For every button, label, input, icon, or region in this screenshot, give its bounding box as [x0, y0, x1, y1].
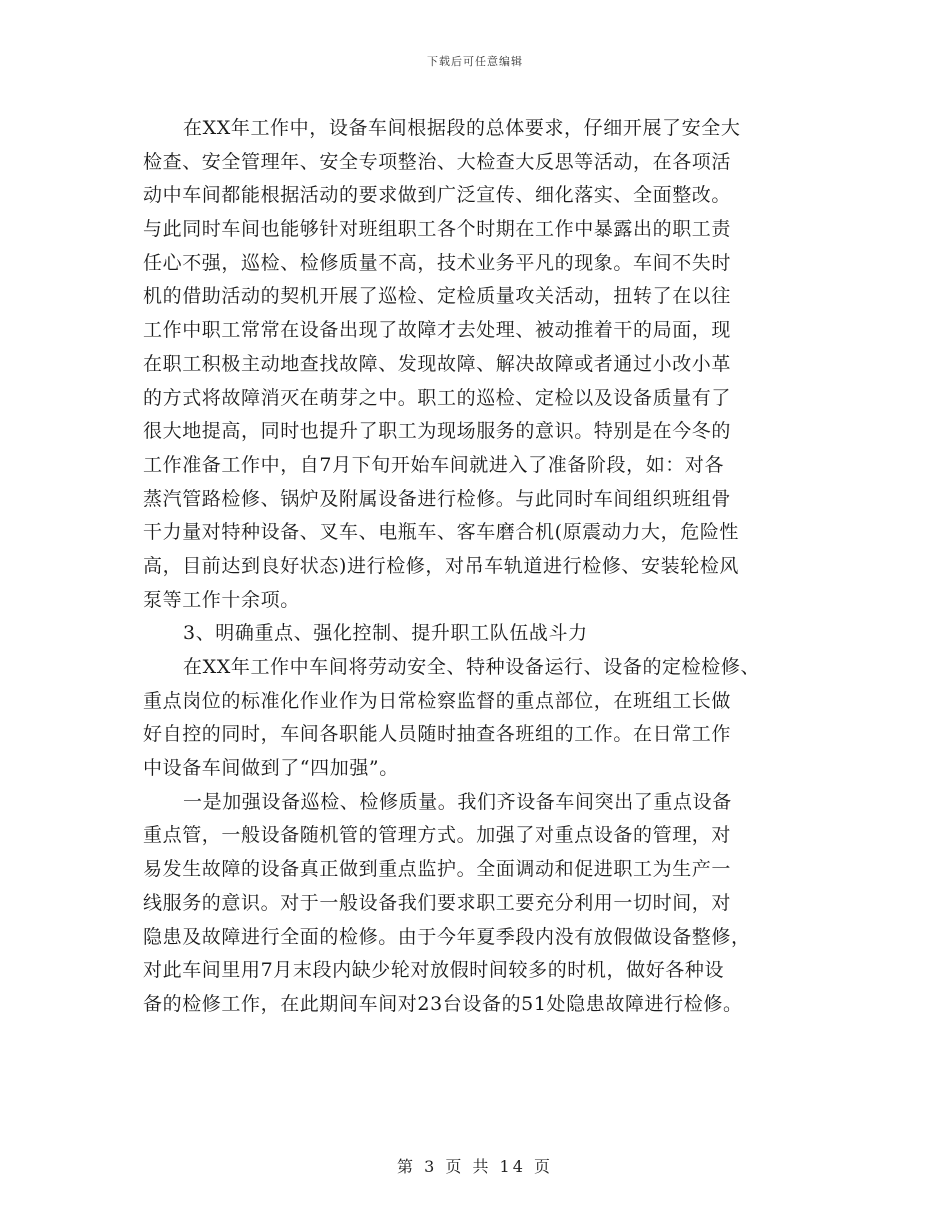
text-line: 中设备车间做到了“四加强”。 — [143, 757, 399, 780]
text-line: 任心不强，巡检、检修质量不高，技术业务平凡的现象。车间不失时 — [143, 251, 732, 274]
text-line: 泵等工作十余项。 — [143, 588, 300, 611]
text-line: 干力量对特种设备、叉车、电瓶车、客车磨合机(原震动力大，危险性 — [143, 521, 740, 544]
text-line: 一是加强设备巡检、检修质量。我们齐设备车间突出了重点设备 — [183, 790, 732, 813]
text-line: 在XX年工作中，设备车间根据段的总体要求，仔细开展了安全大 — [183, 117, 741, 139]
text-line: 蒸汽管路检修、锅炉及附属设备进行检修。与此同时车间组织班组骨 — [143, 487, 732, 510]
text-line: 很大地提高，同时也提升了职工为现场服务的意识。特别是在今冬的 — [143, 420, 732, 443]
text-line: 对此车间里用7月末段内缺少轮对放假时间较多的时机，做好各种设 — [143, 959, 725, 982]
text-line: 线服务的意识。对于一般设备我们要求职工要充分利用一切时间，对 — [143, 891, 732, 914]
text-line: 工作中职工常常在设备出现了故障才去处理、被动推着干的局面，现 — [143, 319, 732, 342]
text-line: 好自控的同时，车间各职能人员随时抽查各班组的工作。在日常工作 — [143, 723, 732, 746]
text-line: 工作准备工作中，自7月下旬开始车间就进入了准备阶段，如：对各 — [143, 453, 725, 476]
text-line: 检查、安全管理年、安全专项整治、大检查大反思等活动，在各项活 — [143, 150, 732, 173]
text-line: 高，目前达到良好状态)进行检修，对吊车轨道进行检修、安装轮检风 — [143, 554, 740, 577]
text-line: 备的检修工作，在此期间车间对23台设备的51处隐患故障进行检修。 — [143, 992, 743, 1015]
text-line: 隐患及故障进行全面的检修。由于今年夏季段内没有放假做设备整修， — [143, 925, 751, 948]
text-line: 易发生故障的设备真正做到重点监护。全面调动和促进职工为生产一 — [143, 858, 732, 881]
page-header: 下载后可任意编辑 — [427, 55, 523, 68]
text-line: 3、明确重点、强化控制、提升职工队伍战斗力 — [183, 622, 588, 645]
text-line: 机的借助活动的契机开展了巡检、定检质量攻关活动，扭转了在以往 — [143, 285, 732, 308]
text-line: 重点岗位的标准化作业作为日常检察监督的重点部位，在班组工长做 — [143, 689, 732, 712]
text-line: 的方式将故障消灭在萌芽之中。职工的巡检、定检以及设备质量有了 — [143, 386, 732, 409]
page-number: 第 3 页 共 14 页 — [397, 1157, 553, 1176]
text-line: 重点管，一般设备随机管的管理方式。加强了对重点设备的管理，对 — [143, 824, 732, 847]
text-line: 动中车间都能根据活动的要求做到广泛宣传、细化落实、全面整改。 — [143, 184, 732, 207]
text-line: 在职工积极主动地查找故障、发现故障、解决故障或者通过小改小革 — [143, 352, 732, 375]
document-body — [143, 112, 813, 1022]
text-line: 在XX年工作中车间将劳动安全、特种设备运行、设备的定检检修、 — [183, 656, 761, 678]
text-line: 与此同时车间也能够针对班组职工各个时期在工作中暴露出的职工责 — [143, 218, 732, 241]
